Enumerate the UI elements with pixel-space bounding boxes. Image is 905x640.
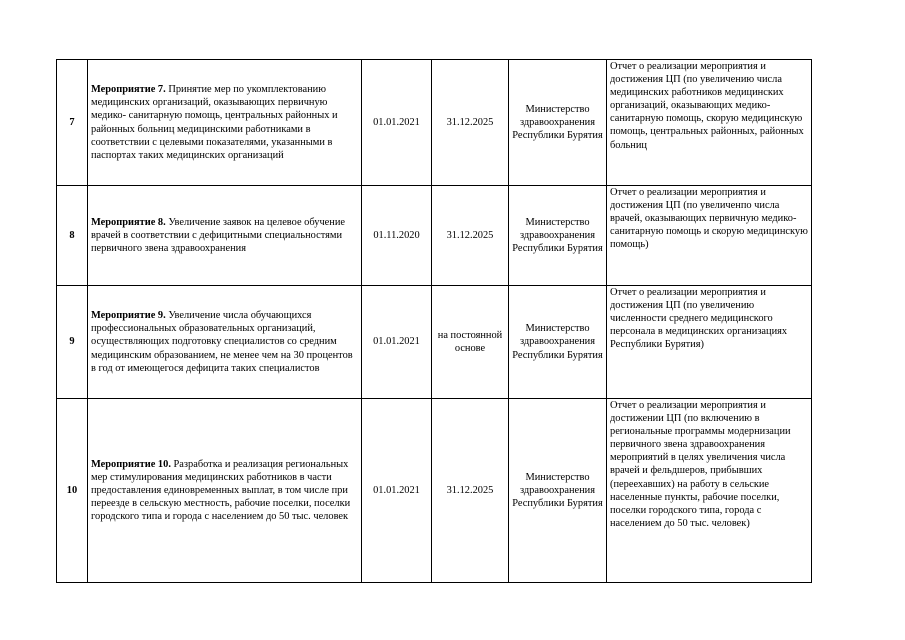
start-date: 01.11.2020 — [362, 186, 432, 286]
start-date: 01.01.2021 — [362, 399, 432, 583]
end-date: 31.12.2025 — [432, 186, 509, 286]
start-date: 01.01.2021 — [362, 286, 432, 399]
event-label: Мероприятие 10. — [91, 458, 171, 470]
table-row — [57, 60, 812, 186]
table-row — [57, 286, 812, 399]
table-row — [57, 399, 812, 583]
report-description: Отчет о реализации мероприятия и достижения ЦП (по увеличенпо числа врачей, оказывающих первичную медико-санитарную помощь и скорую медицинскую помощь) — [607, 186, 812, 286]
end-date: на постоянной основе — [432, 286, 509, 399]
event-label: Мероприятие 9. — [91, 310, 166, 322]
executor: Министерство здравоохранения Республики Бурятия — [509, 60, 607, 186]
event-text: Разработка и реализация региональных мер стимулирования медицинских работников в части предоставления единовременных выплат, в том числе при переезде в сельскую местность, рабочие поселки, поселки городского типа и города с населением до 50 тыс. человек — [91, 458, 351, 523]
event-description — [88, 399, 362, 583]
report-description: Отчет о реализации мероприятия и достижения ЦП (по увеличению численности среднего медицинского персонала в медицинских организациях Республики Бурятия) — [607, 286, 812, 399]
measures-table — [56, 59, 812, 583]
event-text: Принятие мер по укомплектованию медицинских организаций, оказывающих первичную медико- санитарную помощь, центральных районных и районных больниц медицинскими работниками в соответствии с целевыми показателями, указанными в паспортах таких медицинских организаций — [91, 84, 338, 161]
event-text: Увеличение заявок на целевое обучение врачей в соответствии с дефицитными специальностями первичного звена здравоохранения — [91, 216, 346, 255]
executor: Министерство здравоохранения Республики Бурятия — [509, 286, 607, 399]
event-description — [88, 186, 362, 286]
event-label: Мероприятие 7. — [91, 84, 166, 96]
event-label: Мероприятие 8. — [91, 216, 166, 228]
row-number: 9 — [57, 286, 88, 399]
table-row — [57, 186, 812, 286]
report-description: Отчет о реализации мероприятия и достижении ЦП (по включению в региональные программы модернизации первичного звена здравоохранения мероприятий в целях увеличения числа врачей и фельдшеров, прибывших (переехавших) на работу в сельские населенные пункты, рабочие поселки, поселки городского типа, города с населением до 50 тыс. человек) — [607, 399, 812, 583]
start-date: 01.01.2021 — [362, 60, 432, 186]
row-number: 7 — [57, 60, 88, 186]
event-description — [88, 286, 362, 399]
row-number: 10 — [57, 399, 88, 583]
event-description — [88, 60, 362, 186]
report-description: Отчет о реализации мероприятия и достижения ЦП (по увеличению числа медицинских работников медицинских организаций, оказывающих медико-санитарную помощь, скорую медицинскую помощь, центральных районных, районных больниц — [607, 60, 812, 186]
executor: Министерство здравоохранения Республики Бурятия — [509, 186, 607, 286]
event-text: Увеличение числа обучающихся профессиональных образовательных организаций, осуществляющих подготовку специалистов со средним медицинским образованием, не менее чем на 30 процентов в год от имеющегося дефицита таких специалистов — [91, 310, 353, 374]
executor: Министерство здравоохранения Республики Бурятия — [509, 399, 607, 583]
end-date: 31.12.2025 — [432, 399, 509, 583]
end-date: 31.12.2025 — [432, 60, 509, 186]
row-number: 8 — [57, 186, 88, 286]
